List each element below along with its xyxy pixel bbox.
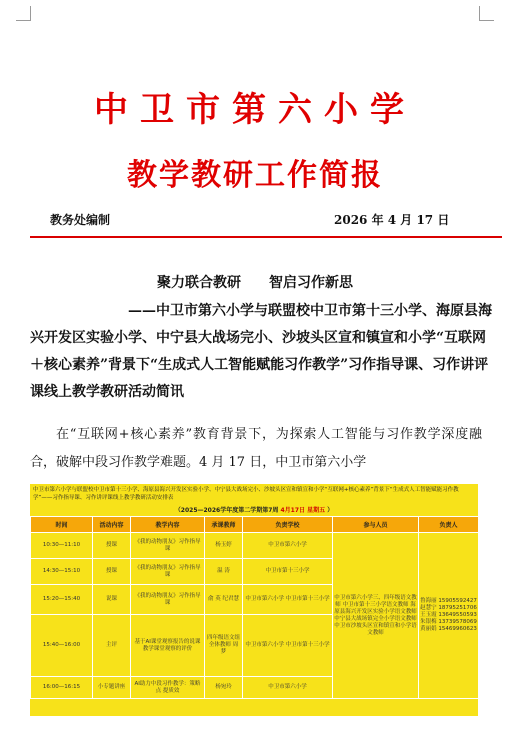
col-activity: 活动内容 <box>93 517 131 533</box>
crop-mark-top-left <box>16 6 31 21</box>
col-teacher: 承课教师 <box>205 517 243 533</box>
schedule-term-end: ） <box>327 507 334 514</box>
table-row <box>31 533 479 559</box>
cell-content: 《我的动物朋友》习作指导课 <box>131 559 205 585</box>
cell-teacher: 杨玉婷 <box>205 533 243 559</box>
schedule-image <box>30 484 478 716</box>
newsletter-subtitle: 教学教研工作简报 <box>127 158 383 193</box>
article-subheadline: ——中卫市第六小学与联盟校中卫市第十三小学、海原县海兴开发区实验小学、中宁县大战场完小、沙坡头区宣和镇宣和小学“互联网＋核心素养”背景下“生成式人工智能赋能习作教学”习作指导课、习作讲评课线上教学教研活动简讯 <box>30 303 492 400</box>
cell-participants: 中卫市第六小学三、四年级语文教师 中卫市第十三小学语文教师 海原县海兴开发区实验小学语文教师 中宁县大战场镇完全小学语文教师 中卫市沙坡头区宣和镇宣和小学语文教师 <box>333 533 419 699</box>
newsletter-title: 中卫市第六小学 <box>94 90 416 130</box>
col-content: 教学内容 <box>131 517 205 533</box>
cell-activity: 授课 <box>93 559 131 585</box>
col-time: 时间 <box>31 517 93 533</box>
cell-time: 15:40—16:00 <box>31 615 93 677</box>
cell-school: 中卫市第六小学 <box>243 677 333 699</box>
cell-activity: 授课 <box>93 533 131 559</box>
cell-content: 基于AI课堂观察报告的说课教学课堂观察的评价 <box>131 615 205 677</box>
crop-mark-top-right <box>479 6 494 21</box>
schedule-term: （2025—2026学年度第二学期第7周 <box>174 507 279 514</box>
cell-school: 中卫市第六小学 中卫市第十三小学 <box>243 615 333 677</box>
cell-teacher: 俞 英 纪君慧 <box>205 585 243 615</box>
editor-label: 教务处编制 <box>50 213 111 227</box>
cell-teacher: 温 涛 <box>205 559 243 585</box>
cell-time: 14:30—15:10 <box>31 559 93 585</box>
cell-school: 中卫市第六小学 <box>243 533 333 559</box>
cell-activity: 主评 <box>93 615 131 677</box>
col-participants: 参与人员 <box>333 517 419 533</box>
cell-teacher: 四年级语文组全体教师 周 梦 <box>205 615 243 677</box>
schedule-subheading <box>30 505 478 514</box>
issue-date: 2026 年 4 月 17 日 <box>334 213 450 227</box>
cell-time: 16:00—16:15 <box>31 677 93 699</box>
schedule-table <box>30 516 478 699</box>
cell-content: AI助力中段习作教学：策略点 提质效 <box>131 677 205 699</box>
schedule-date: 4月17日 星期五 <box>280 507 326 514</box>
cell-activity: 小专题讲座 <box>93 677 131 699</box>
col-contact: 负责人 <box>419 517 479 533</box>
cell-content: 《我的动物朋友》习作指导课 <box>131 533 205 559</box>
cell-teacher: 杨宛玲 <box>205 677 243 699</box>
article-body: 在“互联网+核心素养”教育背景下，为探索人工智能与习作教学深度融合，破解中段习作教学难题。4 月 17 日，中卫市第六小学 <box>30 427 482 470</box>
red-divider <box>30 236 502 238</box>
schedule-header-row <box>31 517 479 533</box>
schedule-heading: 中卫市第六小学与联盟校中卫市第十三小学、海原县海兴开发区实验小学、中宁县大战场完小、沙坡头区宣和镇宣和小学“互联网+核心素养”背景下“生成式人工智能赋能习作教学”——习作指导课、习作讲评课线上教学教研活动安排表 <box>33 487 459 501</box>
cell-school: 中卫市第十三小学 <box>243 559 333 585</box>
cell-time: 10:30—11:10 <box>31 533 93 559</box>
cell-school: 中卫市第六小学 中卫市第十三小学 <box>243 585 333 615</box>
cell-time: 15:20—15:40 <box>31 585 93 615</box>
col-school: 负责学校 <box>243 517 333 533</box>
cell-content: 《我的动物朋友》习作指导课 <box>131 585 205 615</box>
cell-activity: 说课 <box>93 585 131 615</box>
article-headline: 聚力联合教研 智启习作新思 <box>157 275 353 291</box>
cell-contacts: 鲁海丽 15905592427 赵慧宁 18795251706 王玉霞 13649550593 朱银梅 13739578069 黄丽娟 15469960623 <box>419 533 479 699</box>
